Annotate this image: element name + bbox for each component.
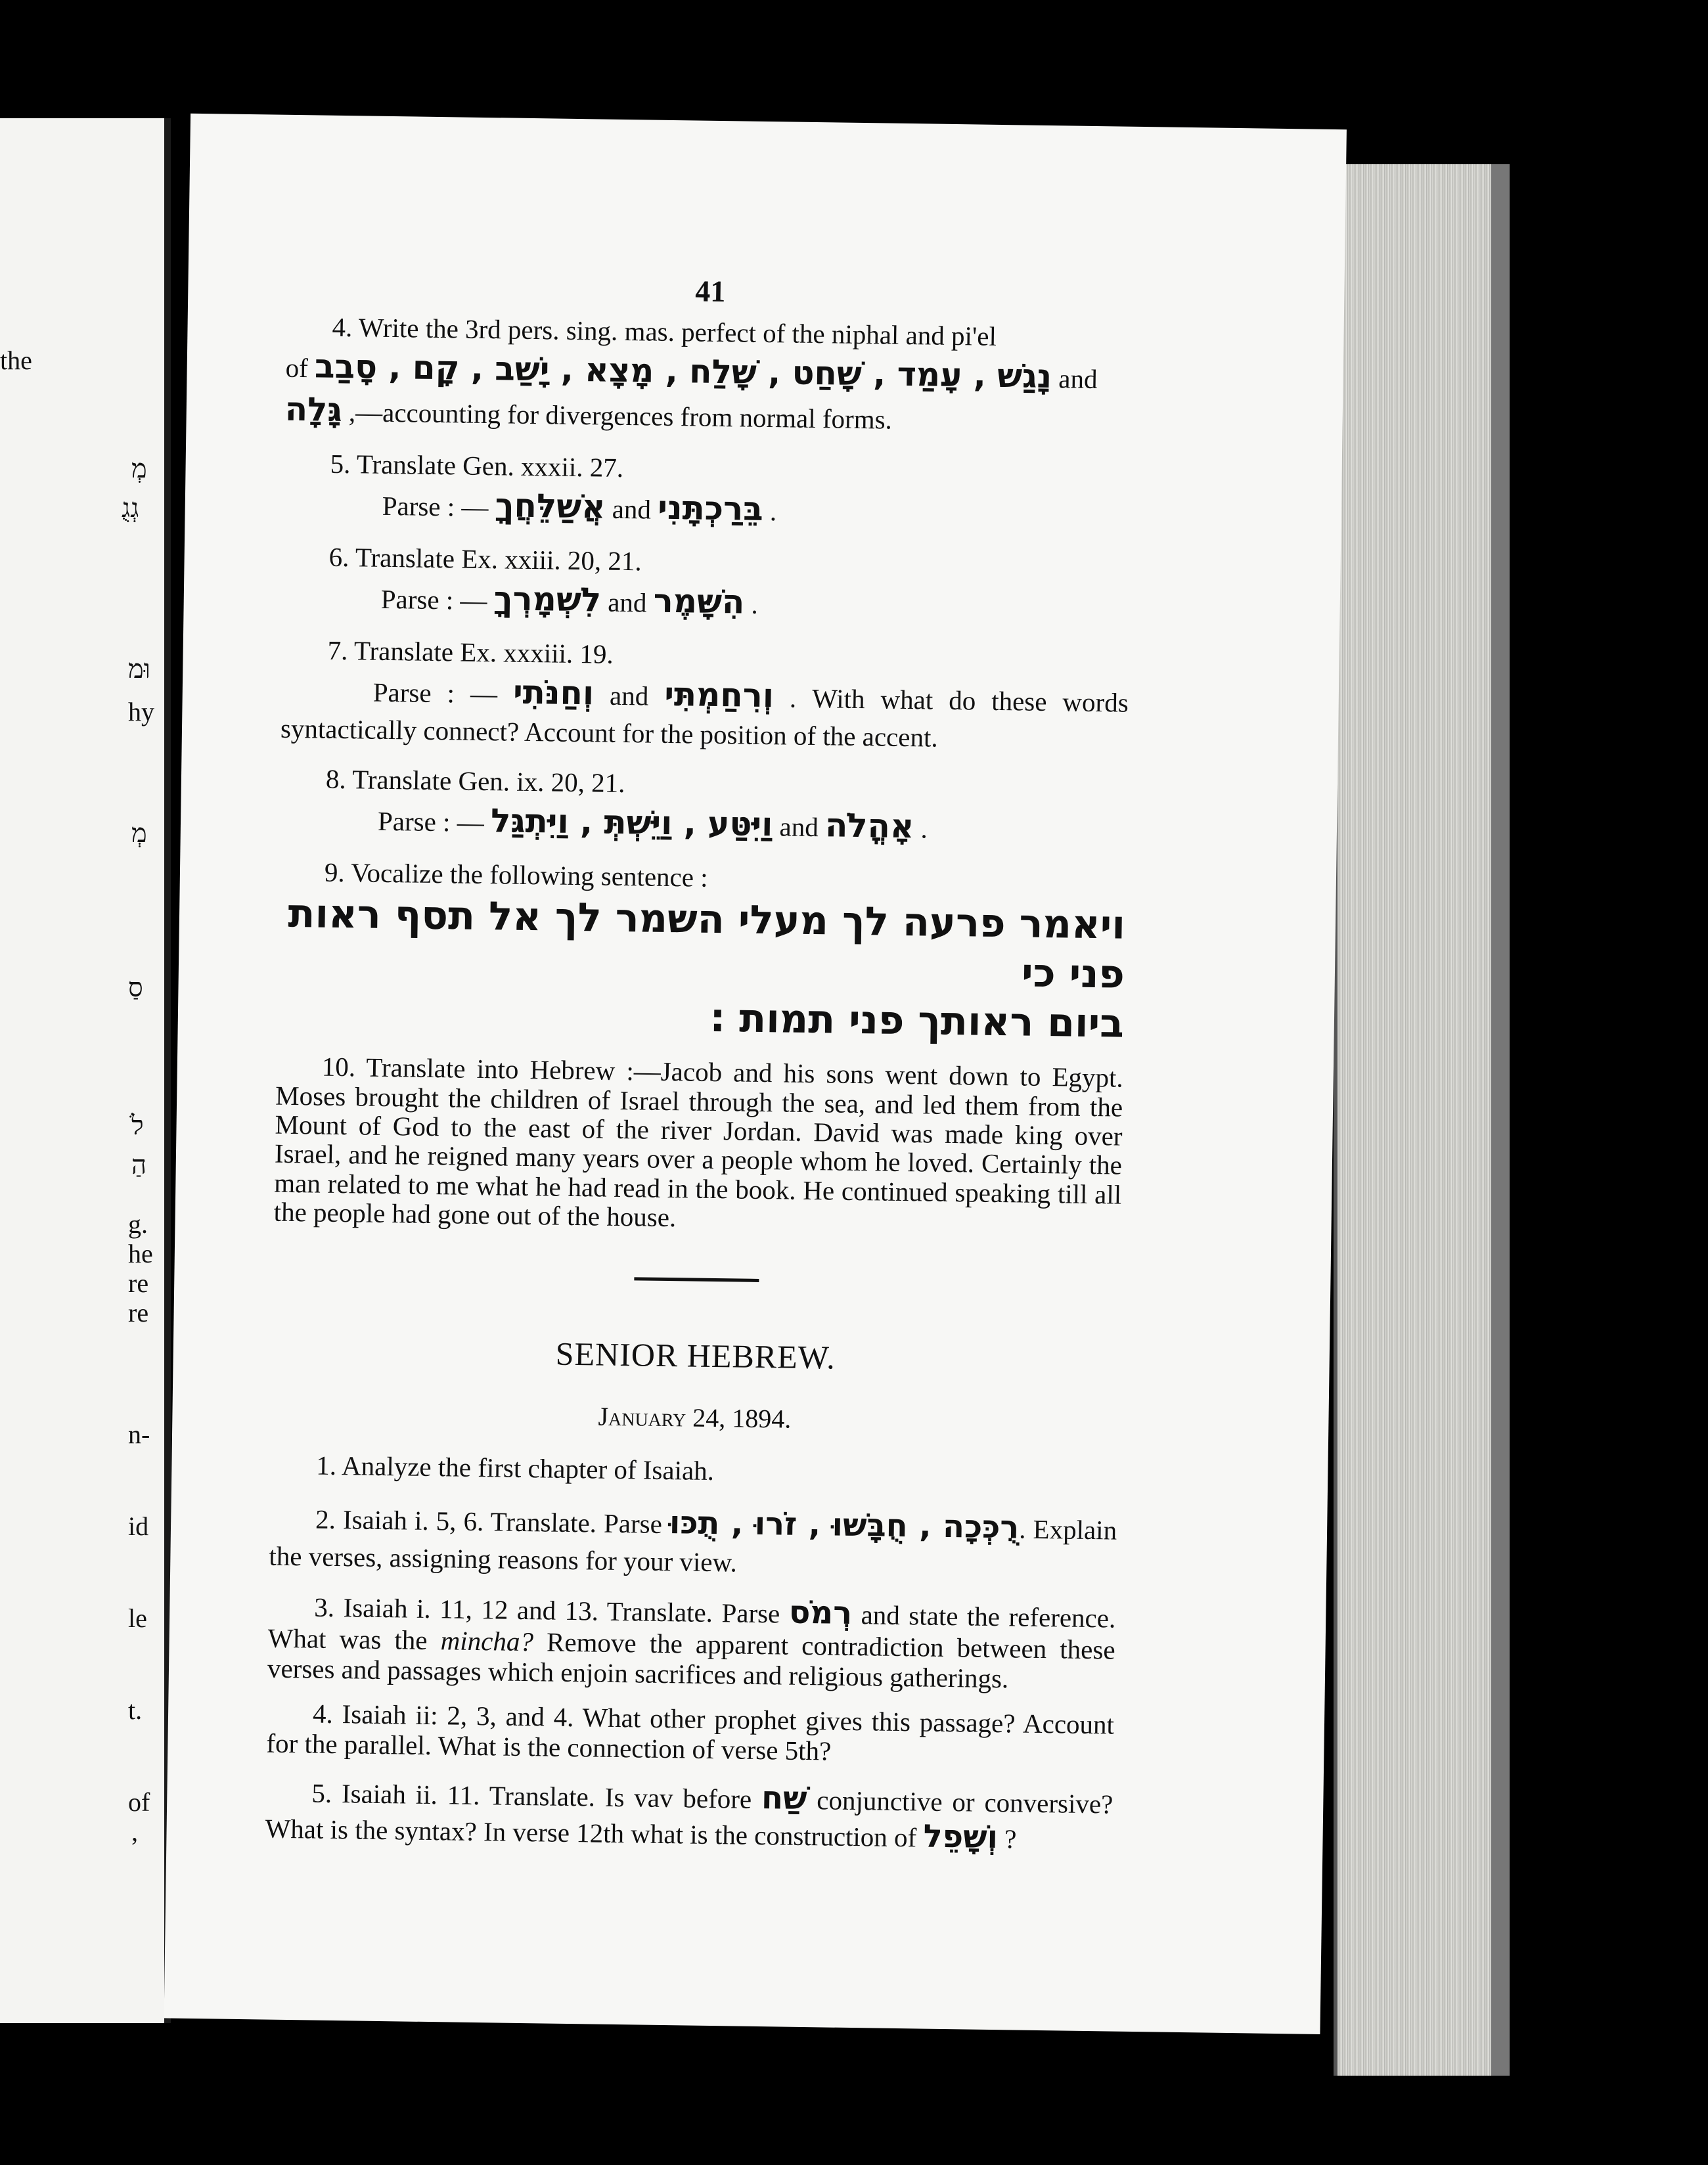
- hebrew-words: וַיִּטַּע , וַיֵּשְׁתְּ , וַיִּתְגַּל: [490, 801, 773, 844]
- hebrew-word: בֵּרַכְתָּנִי: [657, 488, 764, 528]
- section-title: SENIOR HEBREW.: [555, 1335, 836, 1376]
- page-block-edge: [1334, 164, 1508, 2076]
- question-text: Write the 3rd pers. sing. mas. perfect of the niphal and pi'el: [358, 312, 997, 351]
- of-label: of: [285, 352, 309, 384]
- question-number: 6.: [328, 541, 349, 573]
- book-page: [164, 114, 1347, 2034]
- parse-line: [281, 667, 1129, 758]
- question-number: 3.: [314, 1592, 335, 1623]
- and-label: and: [1058, 363, 1098, 394]
- question-number: 2.: [315, 1504, 336, 1534]
- hebrew-word: אָהֳלֹה: [824, 806, 914, 846]
- senior-question-item: [267, 1588, 1116, 1696]
- left-fragment: מְ: [131, 454, 147, 483]
- question-text: Remove the apparent contradiction between these verses and passages which enjoin sacrifices and religious gatherings.: [267, 1626, 1115, 1694]
- hebrew-word: שַׁח: [761, 1779, 807, 1817]
- question-text: Translate Gen. ix. 20, 21.: [351, 764, 625, 799]
- page-content: [265, 266, 1135, 1872]
- question-item: [282, 539, 1131, 629]
- question-number: 5.: [311, 1777, 332, 1808]
- question-item: [279, 761, 1128, 851]
- page-number: 41: [695, 274, 726, 309]
- question-text: . With what do these words syntactically connect? Account for the position of the accent.: [280, 682, 1129, 753]
- left-fragment: סַ: [128, 973, 143, 1002]
- and-label: and: [779, 811, 819, 843]
- question-item: [276, 854, 1126, 1049]
- senior-question-item: 2. Isaiah i. 5, 6. Translate. Parse רֻכְּכָה , חֻבָּשׁוּ , זֹרוּ , תֻכּוּ. Explain the verses, assigning reasons for your view.: [269, 1504, 1117, 1578]
- question-text: Translate Ex. xxiii. 20, 21.: [355, 542, 642, 577]
- and-label: and: [612, 493, 652, 525]
- question-number: 1.: [316, 1450, 337, 1481]
- senior-question-item: [270, 1446, 1118, 1494]
- question-text: Isaiah ii: 2, 3, and 4. What other prophet gives this passage? Account for the parallel. What is the connection of verse 5th?: [266, 1699, 1115, 1766]
- question-number: 5.: [330, 448, 351, 479]
- left-fragment: מְ: [131, 818, 147, 848]
- line-end: .: [920, 813, 928, 844]
- hebrew-word: וְשָׁפֵל: [923, 1818, 999, 1856]
- question-text: conjunctive or conversive? What is the syntax? In verse 12th what is the construction of: [265, 1785, 1113, 1853]
- left-fragment: he: [128, 1239, 153, 1268]
- hebrew-word: רְמֹס: [788, 1594, 853, 1632]
- hebrew-words: רֻכְּכָה , חֻבָּשׁוּ , זֹרוּ , תֻכּוּ: [669, 1504, 1020, 1546]
- left-fragment: hy: [128, 697, 154, 726]
- question-text: Translate Ex. xxxiii. 19.: [353, 635, 614, 669]
- question-text: Isaiah i. 11, 12 and 13. Translate. Parse: [343, 1592, 780, 1629]
- left-fragment: n-: [128, 1419, 150, 1449]
- left-fragment: ,: [131, 1817, 138, 1846]
- question-number: 4.: [312, 1698, 334, 1729]
- question-item: [281, 632, 1129, 758]
- question-text: Explain the verses, assigning reasons for your view.: [269, 1513, 1117, 1578]
- and-label: and: [609, 680, 649, 711]
- question-text: Isaiah i. 5, 6. Translate. Parse: [342, 1504, 663, 1539]
- left-fragment: הַ: [131, 1150, 147, 1180]
- and-label: and: [607, 587, 647, 618]
- question-number: 4.: [332, 311, 353, 342]
- question-text: and state the reference. What was the: [267, 1599, 1116, 1656]
- left-fragment: le: [128, 1603, 147, 1633]
- parse-label: Parse : —: [382, 490, 489, 523]
- line-end: ?: [1004, 1823, 1017, 1854]
- left-fragment: t.: [128, 1695, 143, 1725]
- senior-question-item: [266, 1699, 1114, 1771]
- question-item: [284, 308, 1133, 442]
- italic-term: mincha?: [440, 1625, 534, 1657]
- hebrew-word: גָּלָה: [284, 390, 343, 429]
- page-block-shadow: [1491, 164, 1510, 2076]
- parse-label: Parse : —: [377, 806, 485, 838]
- left-fragment: לֹ: [131, 1111, 144, 1140]
- question-number: 9.: [324, 857, 346, 888]
- left-fragment: re: [128, 1268, 149, 1298]
- parse-label: Parse : —: [380, 583, 487, 616]
- question-item: [283, 445, 1132, 536]
- question-text: Vocalize the following sentence :: [350, 857, 708, 893]
- line-end: .: [751, 589, 759, 619]
- question-text: Isaiah ii. 11. Translate. Is vav before: [341, 1778, 752, 1814]
- parse-label: Parse : —: [372, 677, 498, 709]
- hebrew-word: לִשְׁמָרְךָ: [493, 579, 602, 619]
- section-date: January 24, 1894.: [598, 1401, 792, 1434]
- hebrew-word: וְרִחַמְתִּי: [663, 675, 775, 715]
- hebrew-word: וְחַנֹּתִי: [512, 673, 595, 713]
- senior-question-item: [265, 1773, 1113, 1857]
- question-number: 8.: [325, 763, 347, 795]
- line-end: .: [769, 496, 777, 527]
- left-facing-page: [0, 118, 171, 2023]
- hebrew-word: הִשָּׁמֶר: [653, 581, 745, 621]
- left-fragment: of: [128, 1787, 150, 1817]
- section-divider: [634, 1277, 759, 1282]
- left-fragment: וּמ: [128, 654, 150, 684]
- left-fragment: id: [128, 1511, 149, 1541]
- question-text: Translate into Hebrew :—Jacob and his sons went down to Egypt. Moses brought the children of Israel through the sea, and led them from the Mount of God to the east of the river Jordan. David was made king over Israel, and he reigned many years over a people whom he loved. Certainly the man related to me what he had read in the book. He continued speaking till all the people had gone out of the house.: [273, 1052, 1124, 1233]
- left-fragment: גְגֻ: [122, 493, 139, 523]
- hebrew-word: אֲשַׁלֵּחֲךָ: [495, 486, 606, 526]
- left-fragment: re: [128, 1298, 149, 1328]
- question-text: Translate Gen. xxxii. 27.: [356, 449, 624, 483]
- hebrew-sentence-line: ויאמר פרעה לך מעלי השמר לך אל תסף ראות פני כי: [288, 891, 1126, 998]
- question-number: 7.: [327, 635, 348, 666]
- hebrew-sentence-line: ביום ראותך פני תמות :: [709, 995, 1125, 1048]
- question-number: 10.: [321, 1052, 356, 1082]
- question-text: Analyze the first chapter of Isaiah.: [341, 1450, 715, 1486]
- question-tail: ,—accounting for divergences from normal forms.: [348, 396, 893, 435]
- left-fragment: the: [0, 346, 32, 375]
- left-fragment: g.: [128, 1209, 148, 1239]
- hebrew-words: נָגַשׁ , עָמַד , שָׁחַט , שָׁלַח , מָצָא , יָשַׁב , קָם , סָבַב: [314, 347, 1052, 395]
- question-item: [273, 1052, 1123, 1238]
